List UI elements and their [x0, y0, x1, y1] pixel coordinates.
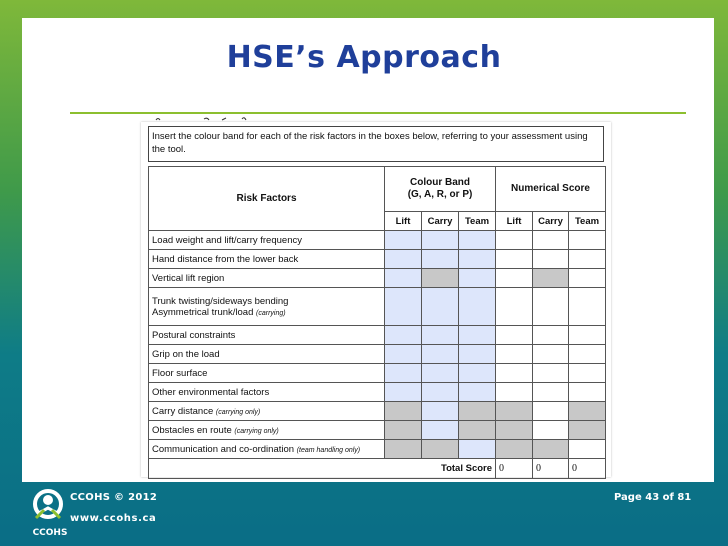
colour-band-subtitle: (G, A, R, or P) [407, 189, 473, 200]
row-label-text: Asymmetrical trunk/load [152, 306, 254, 318]
band-cell[interactable] [459, 345, 496, 364]
score-cell[interactable] [496, 250, 533, 269]
band-cell[interactable] [422, 231, 459, 250]
score-cell[interactable] [569, 288, 606, 326]
score-cell[interactable] [496, 326, 533, 345]
slide-title: HSE’s Approach [226, 40, 502, 75]
score-cell-disabled [496, 402, 533, 421]
score-cell[interactable] [533, 402, 569, 421]
logo-text: CCOHS [32, 528, 68, 538]
band-cell[interactable] [385, 345, 422, 364]
band-cell-disabled [385, 440, 422, 459]
table-row [149, 345, 606, 364]
band-cell[interactable] [459, 269, 496, 288]
table-row [149, 364, 606, 383]
band-cell[interactable] [422, 402, 459, 421]
score-cell[interactable] [496, 383, 533, 402]
band-cell[interactable] [422, 288, 459, 326]
band-cell-disabled [422, 269, 459, 288]
footer-copyright: CCOHS © 2012 [70, 492, 158, 503]
score-cell[interactable] [569, 269, 606, 288]
row-note: (team handling only) [296, 446, 361, 454]
score-cell[interactable] [533, 288, 569, 326]
band-cell-disabled [422, 440, 459, 459]
band-cell[interactable] [422, 345, 459, 364]
subheader-lift: Lift [496, 212, 533, 231]
row-label: Other environmental factors [149, 383, 385, 402]
table-row [149, 288, 606, 326]
score-cell[interactable] [496, 288, 533, 326]
score-cell-disabled [569, 421, 606, 440]
band-cell[interactable] [385, 269, 422, 288]
row-label-text: Communication and co-ordination [152, 443, 295, 455]
score-cell[interactable] [533, 231, 569, 250]
score-cell[interactable] [533, 326, 569, 345]
table-row [149, 421, 606, 440]
band-cell-disabled [459, 402, 496, 421]
band-cell-disabled [385, 421, 422, 440]
band-cell[interactable] [385, 288, 422, 326]
risk-factor-table [148, 166, 606, 479]
total-score-team: 0 [569, 459, 606, 479]
band-cell[interactable] [385, 383, 422, 402]
score-cell[interactable] [569, 383, 606, 402]
table-row [149, 383, 606, 402]
row-note: (carrying only) [234, 427, 279, 435]
row-label [149, 402, 385, 421]
score-cell[interactable] [533, 421, 569, 440]
score-cell[interactable] [569, 231, 606, 250]
band-cell[interactable] [459, 383, 496, 402]
score-cell-disabled [569, 402, 606, 421]
instructions-box: Insert the colour band for each of the risk factors in the boxes below, referring to your assessment using the tool. [148, 126, 604, 162]
row-label-line2 [152, 307, 381, 318]
row-label: Load weight and lift/carry frequency [149, 231, 385, 250]
band-cell[interactable] [459, 231, 496, 250]
score-cell[interactable] [569, 326, 606, 345]
score-cell[interactable] [569, 345, 606, 364]
subheader-carry: Carry [533, 212, 569, 231]
page-number: Page 43 of 81 [614, 492, 692, 503]
band-cell[interactable] [422, 250, 459, 269]
table-row [149, 402, 606, 421]
band-cell[interactable] [422, 421, 459, 440]
row-label [149, 440, 385, 459]
score-cell[interactable] [569, 440, 606, 459]
score-cell[interactable] [496, 269, 533, 288]
row-label: Vertical lift region [149, 269, 385, 288]
subheader-team: Team [569, 212, 606, 231]
subheader-lift: Lift [385, 212, 422, 231]
title-divider [70, 112, 686, 114]
score-cell-disabled [533, 440, 569, 459]
band-cell[interactable] [385, 250, 422, 269]
table-row [149, 269, 606, 288]
band-cell[interactable] [422, 383, 459, 402]
row-label: Postural constraints [149, 326, 385, 345]
band-cell-disabled [459, 421, 496, 440]
band-cell[interactable] [459, 326, 496, 345]
footer-url-link[interactable]: www.ccohs.ca [70, 513, 157, 524]
numerical-score-header: Numerical Score [496, 167, 606, 212]
score-cell-disabled [496, 440, 533, 459]
row-note: (carrying only) [215, 408, 261, 416]
row-label [149, 288, 385, 326]
table-row [149, 231, 606, 250]
score-cell-disabled [533, 269, 569, 288]
row-label-text: Obstacles en route [152, 424, 232, 436]
row-label: Grip on the load [149, 345, 385, 364]
band-cell-disabled [385, 402, 422, 421]
table-row [149, 250, 606, 269]
total-score-lift: 0 [496, 459, 533, 479]
score-cell-disabled [496, 421, 533, 440]
score-cell[interactable] [569, 250, 606, 269]
subheader-carry: Carry [422, 212, 459, 231]
row-label: Hand distance from the lower back [149, 250, 385, 269]
score-cell[interactable] [496, 364, 533, 383]
row-label-text: Carry distance [152, 405, 214, 417]
total-row [149, 459, 606, 479]
band-cell[interactable] [459, 250, 496, 269]
score-cell[interactable] [569, 364, 606, 383]
band-cell[interactable] [459, 288, 496, 326]
colour-band-header [385, 167, 496, 212]
band-cell[interactable] [385, 326, 422, 345]
row-note: (carrying) [256, 309, 286, 317]
colour-band-title: Colour Band [410, 177, 470, 188]
row-label-line1: Trunk twisting/sideways bending [152, 295, 289, 307]
total-score-carry: 0 [533, 459, 569, 479]
table-row [149, 440, 606, 459]
band-cell[interactable] [422, 364, 459, 383]
total-score-label: Total Score [149, 459, 496, 479]
score-cell[interactable] [533, 250, 569, 269]
row-label: Floor surface [149, 364, 385, 383]
risk-factors-header: Risk Factors [149, 167, 385, 231]
score-cell[interactable] [533, 383, 569, 402]
band-cell[interactable] [422, 326, 459, 345]
subheader-team: Team [459, 212, 496, 231]
row-label [149, 421, 385, 440]
band-cell[interactable] [459, 364, 496, 383]
score-cell[interactable] [533, 364, 569, 383]
score-cell[interactable] [496, 231, 533, 250]
table-row [149, 326, 606, 345]
band-cell[interactable] [385, 231, 422, 250]
band-cell[interactable] [459, 440, 496, 459]
score-cell[interactable] [496, 345, 533, 364]
band-cell[interactable] [385, 364, 422, 383]
score-cell[interactable] [533, 345, 569, 364]
